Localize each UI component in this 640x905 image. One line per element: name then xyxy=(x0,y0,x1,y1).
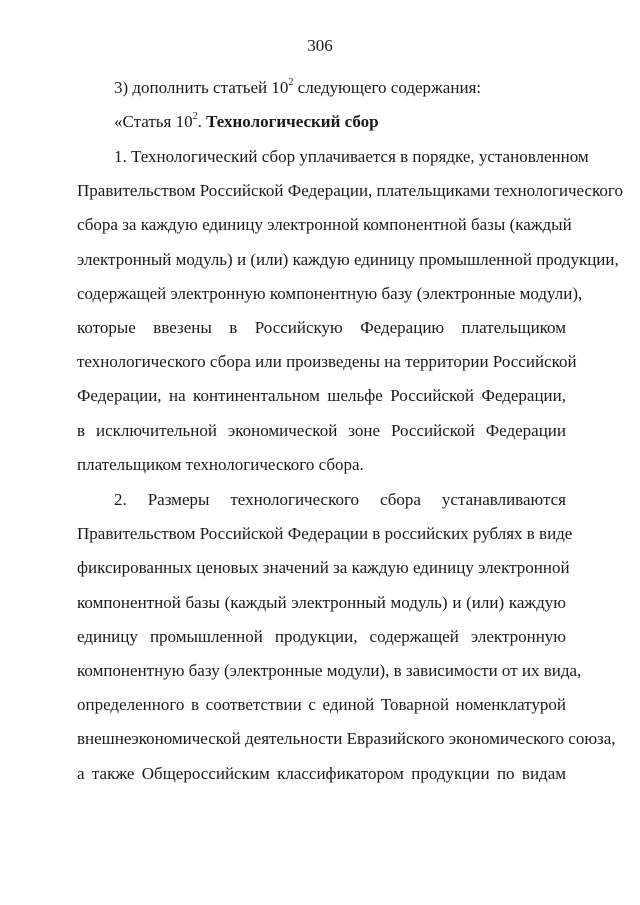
paragraph-2 xyxy=(77,483,616,791)
paragraph-1-line: электронный модуль) и (или) каждую единицу промышленной продукции, xyxy=(77,249,619,269)
intro-prefix: 3) дополнить статьей 10 xyxy=(114,78,289,97)
paragraph-1-line: которые ввезены в Российскую Федерацию плательщиком xyxy=(77,317,566,337)
intro-superscript: 2 xyxy=(288,77,294,89)
article-heading-superscript: 2 xyxy=(192,111,198,123)
paragraph-2-line: определенного в соответствии с единой Товарной номенклатурой xyxy=(77,695,566,715)
paragraph-2-line: 2. Размеры технологического сбора устанавливаются xyxy=(114,490,566,509)
paragraph-2-line: а также Общероссийским классификатором продукции по видам xyxy=(77,763,566,783)
paragraph-1-line: Правительством Российской Федерации, плательщиками технологического xyxy=(77,181,623,201)
article-heading-dot: . xyxy=(197,112,207,131)
article-heading-prefix: «Статья 10 xyxy=(114,112,193,131)
paragraph-2-line: внешнеэкономической деятельности Евразийского экономического союза, xyxy=(77,729,616,749)
paragraph-2-line: фиксированных ценовых значений за каждую единицу электронной xyxy=(77,558,570,578)
paragraph-1-line: технологического сбора или произведены на территории Российской xyxy=(77,352,577,372)
paragraph-2-line: единицу промышленной продукции, содержащей электронную xyxy=(77,626,566,646)
paragraph-1-line: содержащей электронную компонентную базу (электронные модули), xyxy=(77,283,583,303)
paragraph-1-line: сбора за каждую единицу электронной компонентной базы (каждый xyxy=(77,215,572,235)
paragraph-2-line: компонентную базу (электронные модули), в зависимости от их вида, xyxy=(77,660,582,680)
paragraph-2-line: Правительством Российской Федерации в российских рублях в виде xyxy=(77,524,573,544)
paragraph-1-line: 1. Технологический сбор уплачивается в порядке, установленном xyxy=(114,147,589,166)
intro-line xyxy=(77,71,566,105)
article-heading xyxy=(77,105,566,139)
paragraph-1 xyxy=(77,140,623,482)
paragraph-1-line: в исключительной экономической зоне Российской Федерации xyxy=(77,420,566,440)
page-number: 306 xyxy=(307,36,333,55)
article-title: Технологический сбор xyxy=(206,112,379,131)
paragraph-2-line: компонентной базы (каждый электронный модуль) и (или) каждую xyxy=(77,592,566,612)
article-heading-line xyxy=(77,105,566,139)
intro-suffix: следующего содержания: xyxy=(293,78,482,97)
paragraph-1-line: плательщиком технологического сбора. xyxy=(77,454,364,474)
amendment-intro xyxy=(77,71,566,105)
paragraph-1-line: Федерации, на континентальном шельфе Российской Федерации, xyxy=(77,386,566,406)
